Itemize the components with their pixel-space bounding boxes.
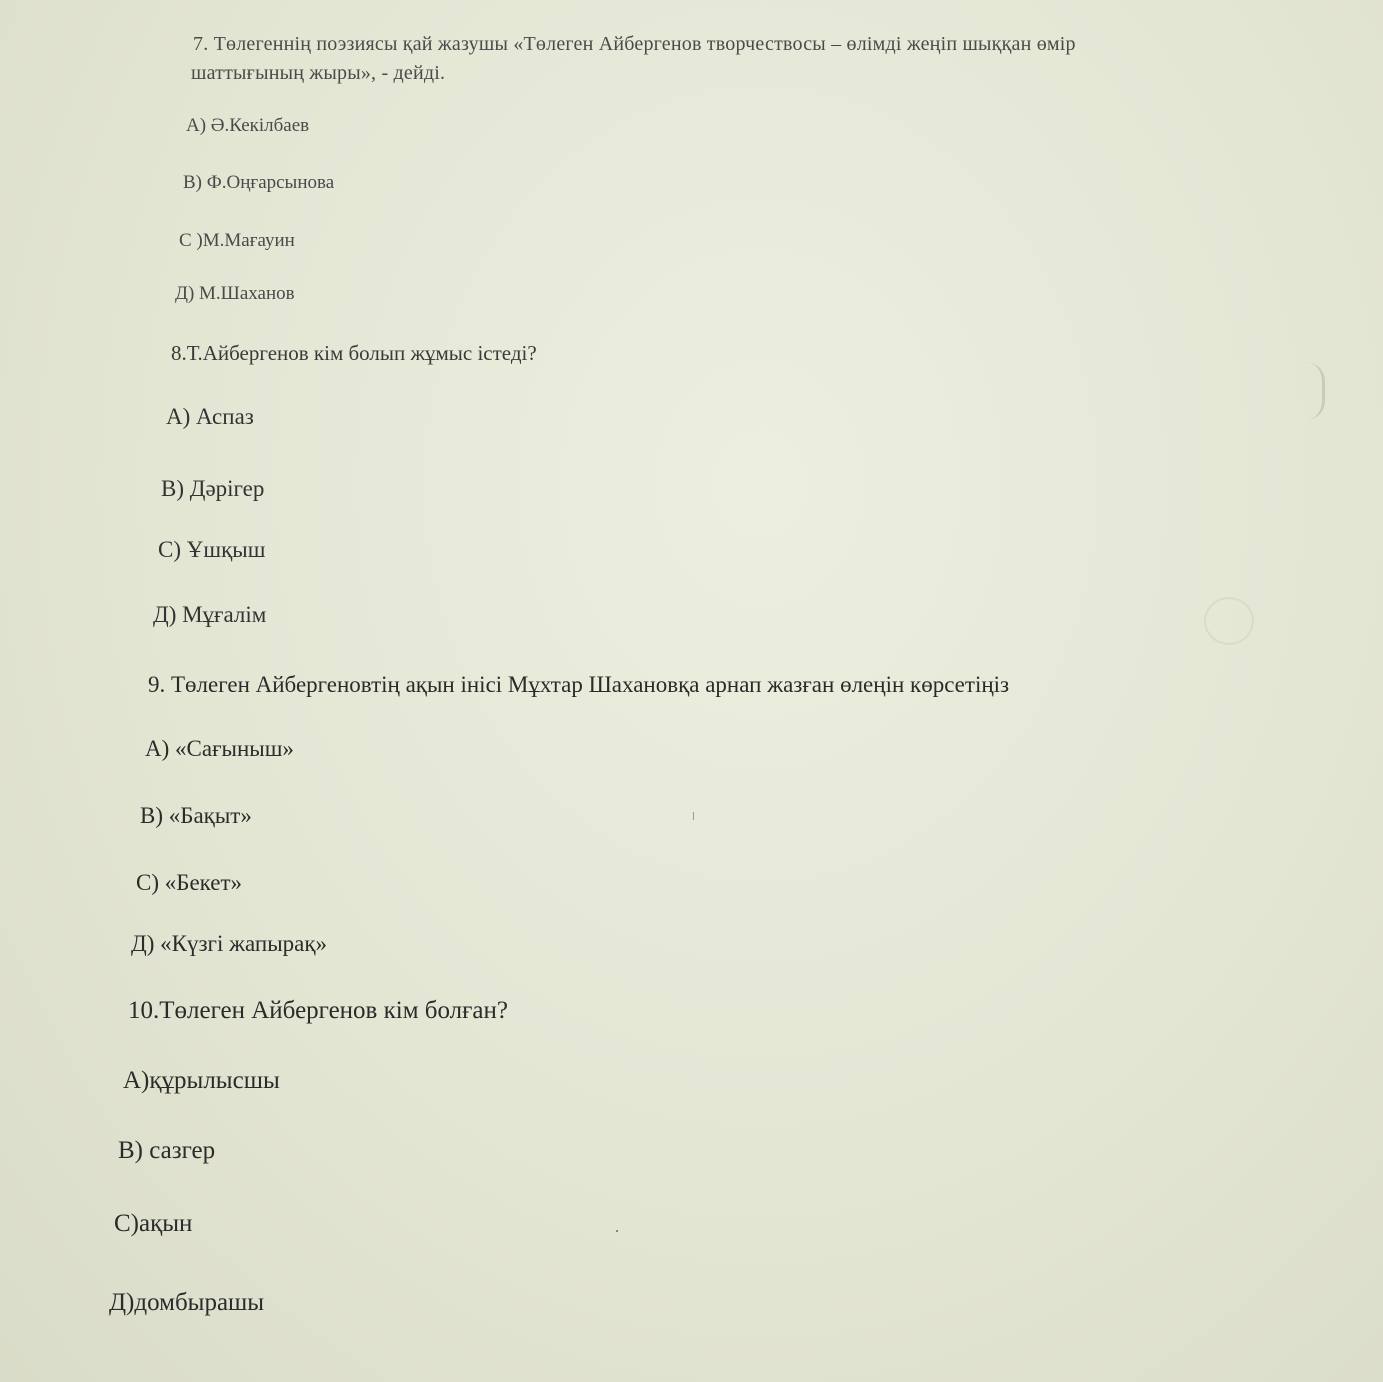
question-9-text: 9. Төлеген Айбергеновтің ақын інісі Мұхтар Шахановқа арнап жазған өлеңін көрсетіңіз xyxy=(148,672,1010,697)
faint-dot-mark xyxy=(616,1230,618,1232)
question-7-text-line1: 7. Төлегеннің поэзиясы қай жазушы «Төлеген Айбергенов творчествосы – өлімді жеңіп шыққан өмір xyxy=(193,33,1076,55)
question-9-option-b: В) «Бақыт» xyxy=(140,803,252,828)
question-10-option-b: В) сазгер xyxy=(118,1137,216,1164)
question-8-option-d: Д) Мұғалім xyxy=(153,602,267,627)
question-7-option-b: В) Ф.Оңғарсынова xyxy=(183,172,335,193)
question-9-option-c: С) «Бекет» xyxy=(136,870,243,895)
faint-paren-mark xyxy=(1306,362,1325,420)
question-7-text-line2: шаттығының жыры», - дейді. xyxy=(191,62,446,84)
question-8-option-c: С) Ұшқыш xyxy=(158,537,266,562)
question-7-option-d: Д) М.Шаханов xyxy=(175,283,295,304)
question-9-option-d: Д) «Күзгі жапырақ» xyxy=(131,931,328,956)
question-7-option-a: А) Ә.Кекілбаев xyxy=(186,115,310,136)
question-7-option-c: С )М.Мағауин xyxy=(179,230,295,251)
faint-tick-mark xyxy=(693,812,694,820)
question-10-option-d: Д)домбырашы xyxy=(109,1289,265,1316)
faint-circle-mark xyxy=(1204,597,1254,645)
question-8-option-b: В) Дәрігер xyxy=(161,476,265,501)
question-8-option-a: А) Аспаз xyxy=(166,404,254,429)
question-8-text: 8.Т.Айбергенов кім болып жұмыс істеді? xyxy=(171,341,537,365)
question-10-option-c: С)ақын xyxy=(114,1210,193,1237)
question-10-option-a: А)құрылысшы xyxy=(123,1067,280,1094)
question-10-text: 10.Төлеген Айбергенов кім болған? xyxy=(128,997,508,1024)
question-9-option-a: А) «Сағыныш» xyxy=(145,736,294,761)
